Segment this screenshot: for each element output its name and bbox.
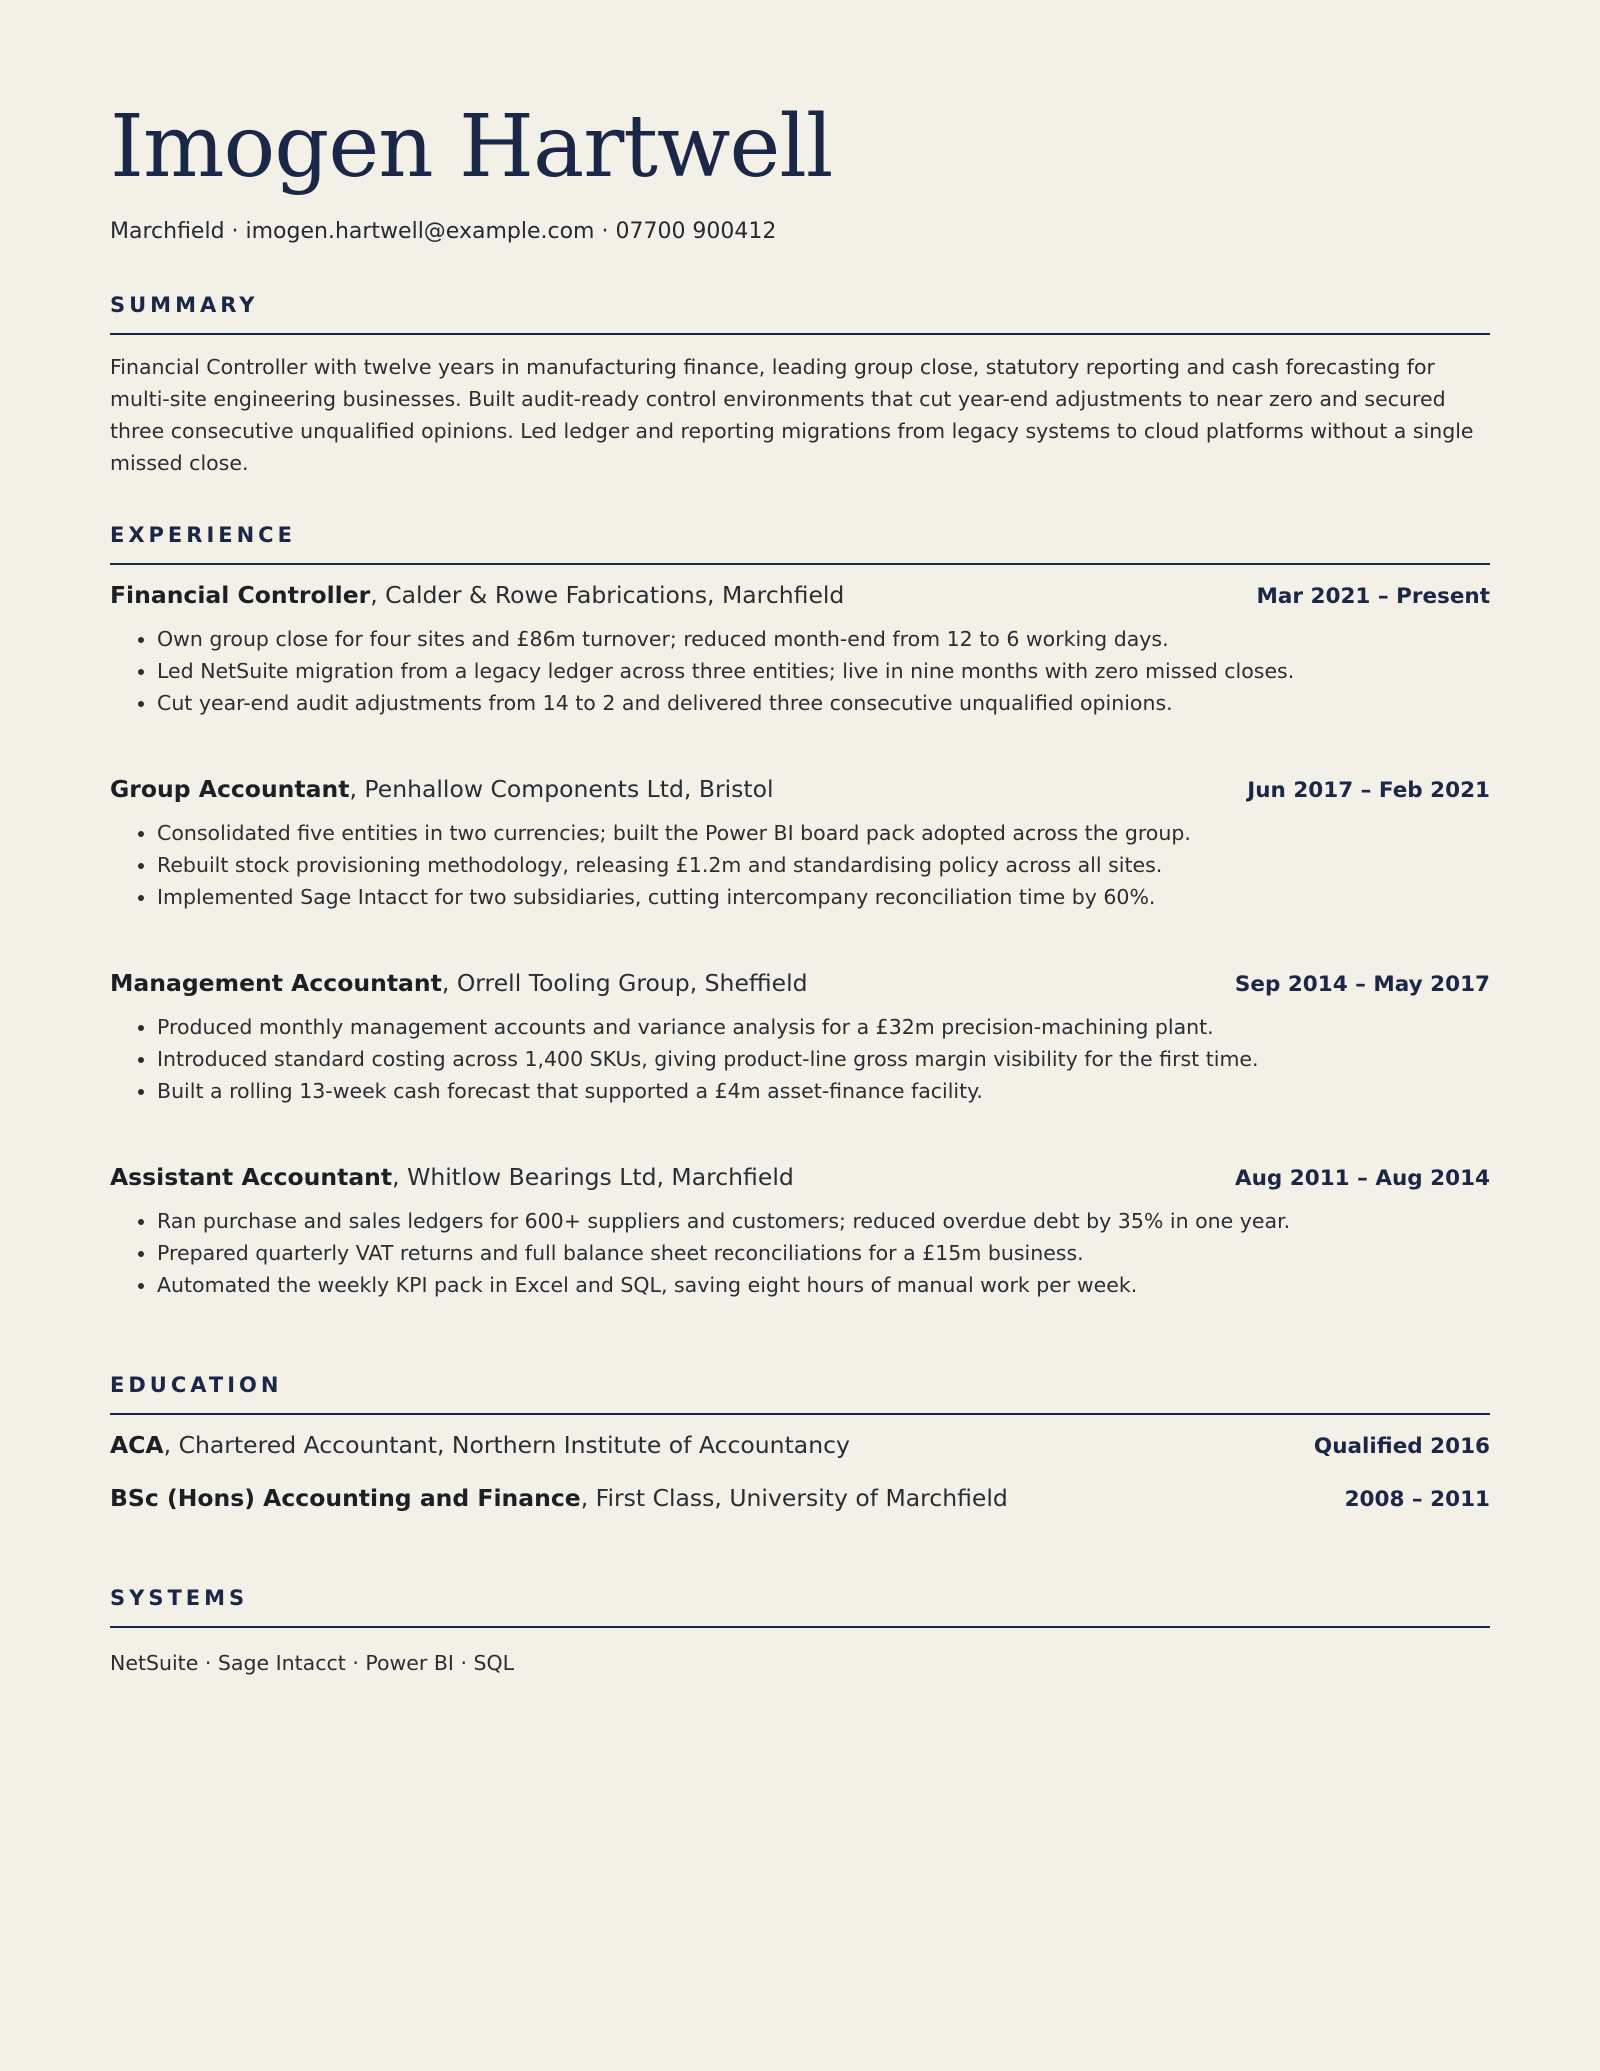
- job-bullet: • Introduced standard costing across 1,400 SKUs, giving product-line gross margin visibility for the first time.: [157, 1043, 1490, 1075]
- job-bullet: • Automated the weekly KPI pack in Excel and SQL, saving eight hours of manual work per week.: [157, 1269, 1490, 1301]
- job-dates: Aug 2011 – Aug 2014: [1234, 1165, 1490, 1191]
- experience-section: [110, 523, 1490, 1301]
- job-bullet: • Rebuilt stock provisioning methodology, releasing £1.2m and standardising policy across all sites.: [157, 849, 1490, 881]
- education-section: [110, 1373, 1490, 1516]
- education-degree: BSc (Hons) Accounting and Finance: [110, 1483, 581, 1512]
- job-bullets: [110, 1011, 1490, 1107]
- education-entry: [110, 1429, 1490, 1463]
- education-dates: 2008 – 2011: [1344, 1486, 1490, 1512]
- job-bullet: • Implemented Sage Intacct for two subsidiaries, cutting intercompany reconciliation time by 60%.: [157, 881, 1490, 913]
- job-header: [110, 579, 1490, 613]
- candidate-name: Imogen Hartwell: [110, 97, 833, 197]
- job-bullet: • Own group close for four sites and £86m turnover; reduced month-end from 12 to 6 working days.: [157, 623, 1490, 655]
- job-organisation: , Penhallow Components Ltd, Bristol: [349, 774, 774, 803]
- education-title-line: [110, 1429, 850, 1461]
- job-organisation: , Whitlow Bearings Ltd, Marchfield: [392, 1162, 794, 1191]
- education-detail: , First Class, University of Marchfield: [580, 1483, 1008, 1512]
- job-organisation: , Calder & Rowe Fabrications, Marchfield: [370, 580, 845, 609]
- job-dates: Sep 2014 – May 2017: [1234, 971, 1490, 997]
- systems-list: NetSuite · Sage Intacct · Power BI · SQL: [110, 1650, 515, 1675]
- job-dates: Mar 2021 – Present: [1256, 583, 1490, 609]
- job-bullet: • Ran purchase and sales ledgers for 600+ suppliers and customers; reduced overdue debt by 35% in one year.: [157, 1205, 1490, 1237]
- section-title-education: EDUCATION: [110, 1373, 1490, 1415]
- job-role: Management Accountant: [110, 968, 442, 997]
- education-degree: ACA: [110, 1430, 164, 1459]
- job-header: [110, 1161, 1490, 1195]
- job-entry: [110, 1161, 1490, 1301]
- job-bullet: • Cut year-end audit adjustments from 14 to 2 and delivered three consecutive unqualified opinions.: [157, 687, 1490, 719]
- summary-text: Financial Controller with twelve years in manufacturing finance, leading group close, statutory reporting and cash forecasting for multi-site engineering businesses. Built audit-ready control environments that cut year-end adjustments to near zero and secured three consecutive unqualified opinions. Led ledger and reporting migrations from legacy systems to cloud platforms without a single missed close.: [110, 354, 1474, 475]
- job-role: Group Accountant: [110, 774, 350, 803]
- job-title-line: [110, 773, 774, 805]
- section-title-systems: SYSTEMS: [110, 1586, 1490, 1628]
- job-entry: [110, 773, 1490, 913]
- education-dates: Qualified 2016: [1313, 1433, 1490, 1459]
- job-entry: [110, 967, 1490, 1107]
- job-title-line: [110, 579, 844, 611]
- job-dates: Jun 2017 – Feb 2021: [1247, 777, 1490, 803]
- job-bullet: • Led NetSuite migration from a legacy ledger across three entities; live in nine months with zero missed closes.: [157, 655, 1490, 687]
- job-bullets: [110, 623, 1490, 719]
- job-bullets: [110, 817, 1490, 913]
- job-organisation: , Orrell Tooling Group, Sheffield: [441, 968, 808, 997]
- education-detail: , Chartered Accountant, Northern Institute of Accountancy: [163, 1430, 850, 1459]
- job-role: Financial Controller: [110, 580, 371, 609]
- job-role: Assistant Accountant: [110, 1162, 393, 1191]
- section-title-summary: SUMMARY: [110, 293, 1490, 335]
- job-bullet: • Built a rolling 13-week cash forecast that supported a £4m asset-finance facility.: [157, 1075, 1490, 1107]
- job-header: [110, 773, 1490, 807]
- job-header: [110, 967, 1490, 1001]
- contact-line: Marchfield · imogen.hartwell@example.com · 07700 900412: [110, 219, 777, 244]
- job-bullets: [110, 1205, 1490, 1301]
- systems-section: [110, 1586, 1490, 1678]
- section-title-experience: EXPERIENCE: [110, 523, 1490, 565]
- job-bullet: • Consolidated five entities in two currencies; built the Power BI board pack adopted across the group.: [157, 817, 1490, 849]
- education-title-line: [110, 1482, 1008, 1514]
- job-title-line: [110, 967, 808, 999]
- job-bullet: • Prepared quarterly VAT returns and full balance sheet reconciliations for a £15m business.: [157, 1237, 1490, 1269]
- summary-section: [110, 293, 1490, 479]
- job-entry: [110, 579, 1490, 719]
- education-entry: [110, 1482, 1490, 1516]
- education-list: [110, 1429, 1490, 1516]
- job-bullet: • Produced monthly management accounts and variance analysis for a £32m precision-machining plant.: [157, 1011, 1490, 1043]
- job-title-line: [110, 1161, 794, 1193]
